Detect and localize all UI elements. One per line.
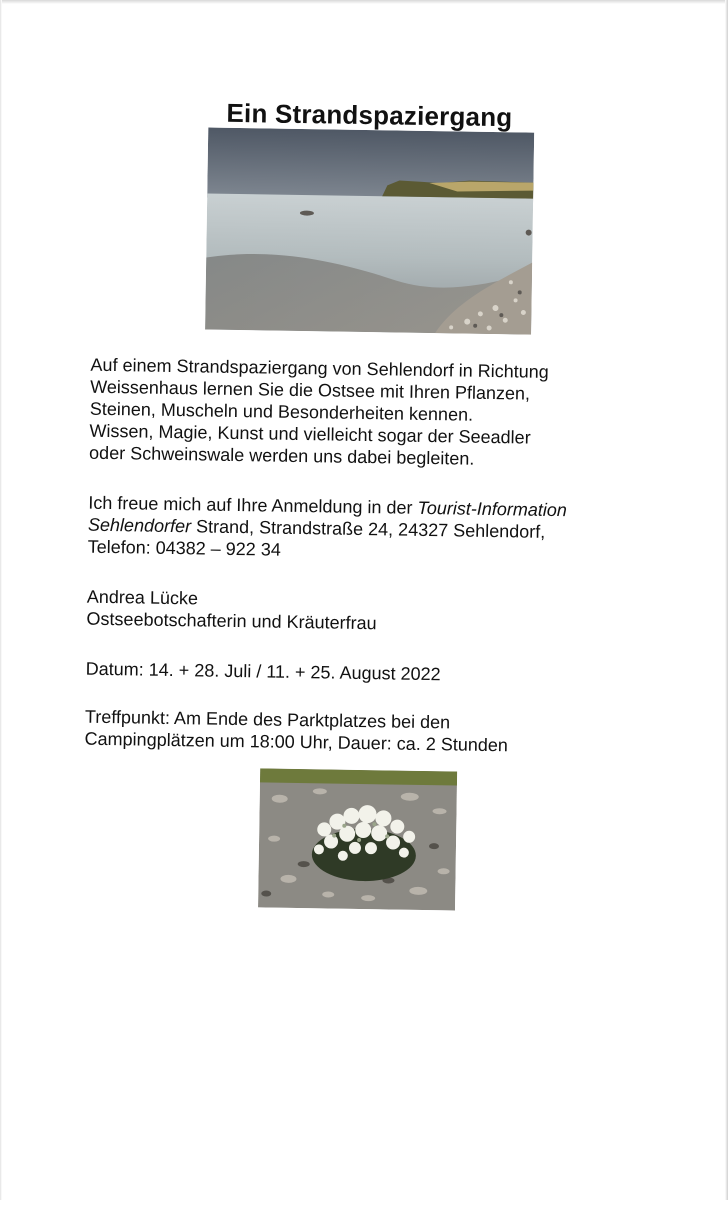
meeting-line: Campingplätzen um 18:00 Uhr, Dauer: ca. 2 Stunden [84,728,509,756]
flyer-title: Ein Strandspaziergang [226,97,513,133]
contact-text: Ich freue mich auf Ihre Anmeldung in der [88,492,418,518]
flower-photo [258,768,457,910]
meeting-point [84,706,508,757]
intro-paragraph [89,354,549,471]
author-block [86,586,377,635]
meeting-line: Treffpunkt: Am Ende des Parktplatzes bei den [84,706,451,733]
author-name: Andrea Lücke [86,586,199,609]
intro-line: Wissen, Magie, Kunst und vielleicht sogar der Seeadler [89,420,531,448]
date-line: Datum: 14. + 28. Juli / 11. + 25. August 2022 [85,658,441,685]
author-role: Ostseebotschafterin und Kräuterfrau [86,608,377,634]
intro-line: oder Schweinswale werden uns dabei begleiten. [88,442,475,469]
phone-number: Telefon: 04382 – 922 34 [87,536,281,560]
intro-line: Auf einem Strandspaziergang von Sehlendorf in Richtung [90,354,549,382]
address-text: Strand, Strandstraße 24, 24327 Sehlendorf, [190,516,546,542]
tourist-information-name: Tourist-Information [417,497,568,521]
intro-line: Steinen, Muscheln und Besonderheiten kennen. [89,398,474,425]
beach-photo [205,128,534,335]
contact-paragraph [87,492,567,566]
intro-line: Weissenhaus lernen Sie die Ostsee mit Ihren Pflanzen, [90,376,531,404]
sehlendorfer-name: Sehlendorfer [87,514,192,537]
